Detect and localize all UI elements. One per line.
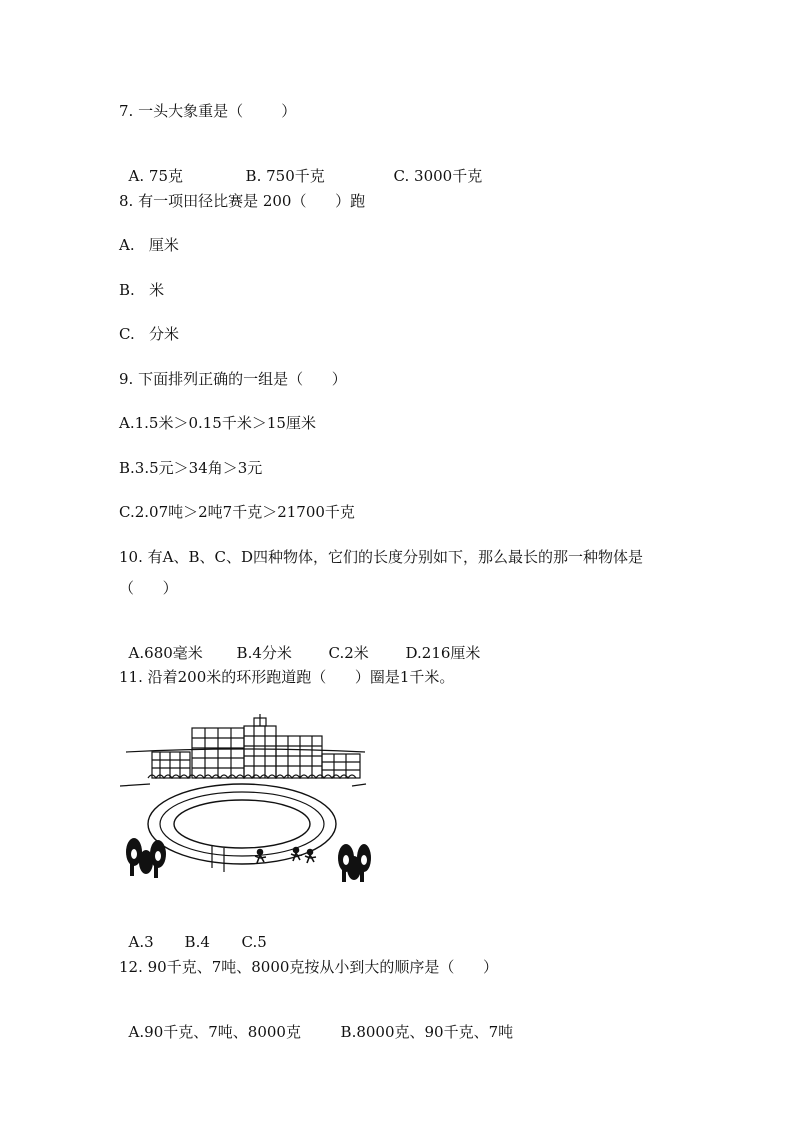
question-9-option-a: A.1.5米＞0.15千米＞15厘米 (119, 414, 316, 432)
question-9-option-c: C.2.07吨＞2吨7千克＞21700千克 (119, 503, 355, 521)
question-8-option-b: B. 米 (119, 281, 165, 299)
option-a: A.680毫米 (128, 644, 203, 662)
option-a: A.3 (128, 933, 154, 951)
question-11-text: 11. 沿着200米的环形跑道跑（ ）圈是1千米。 (119, 668, 455, 686)
option-c: C. 3000千克 (393, 167, 483, 185)
option-a: A. 75克 (128, 167, 184, 185)
running-track-illustration (120, 712, 372, 888)
option-d: D.216厘米 (405, 644, 481, 662)
question-12-options (119, 1002, 514, 1041)
option-a: A.90千克、7吨、8000克 (128, 1023, 301, 1041)
question-7-options (119, 146, 483, 185)
question-8-text: 8. 有一项田径比赛是 200（ ）跑 (119, 192, 366, 210)
question-10-blank: （ ） (119, 579, 178, 597)
question-7-text: 7. 一头大象重是（ ） (119, 102, 297, 120)
question-8-option-c: C. 分米 (119, 325, 180, 343)
option-b: B. 750千克 (245, 167, 325, 185)
option-b: B.4 (184, 933, 210, 951)
question-10-text: 10. 有A、B、C、D四种物体，它们的长度分别如下，那么最长的那一种物体是 (119, 548, 643, 566)
option-b: B.8000克、90千克、7吨 (340, 1023, 514, 1041)
question-11-options (119, 912, 267, 951)
question-9-option-b: B.3.5元＞34角＞3元 (119, 459, 263, 477)
option-c: C.5 (241, 933, 267, 951)
option-c: C.2米 (328, 644, 369, 662)
question-9-text: 9. 下面排列正确的一组是（ ） (119, 370, 347, 388)
option-b: B.4分米 (236, 644, 292, 662)
question-12-text: 12. 90千克、7吨、8000克按从小到大的顺序是（ ） (119, 958, 499, 976)
question-8-option-a: A. 厘米 (119, 236, 179, 254)
question-10-options (119, 623, 481, 662)
